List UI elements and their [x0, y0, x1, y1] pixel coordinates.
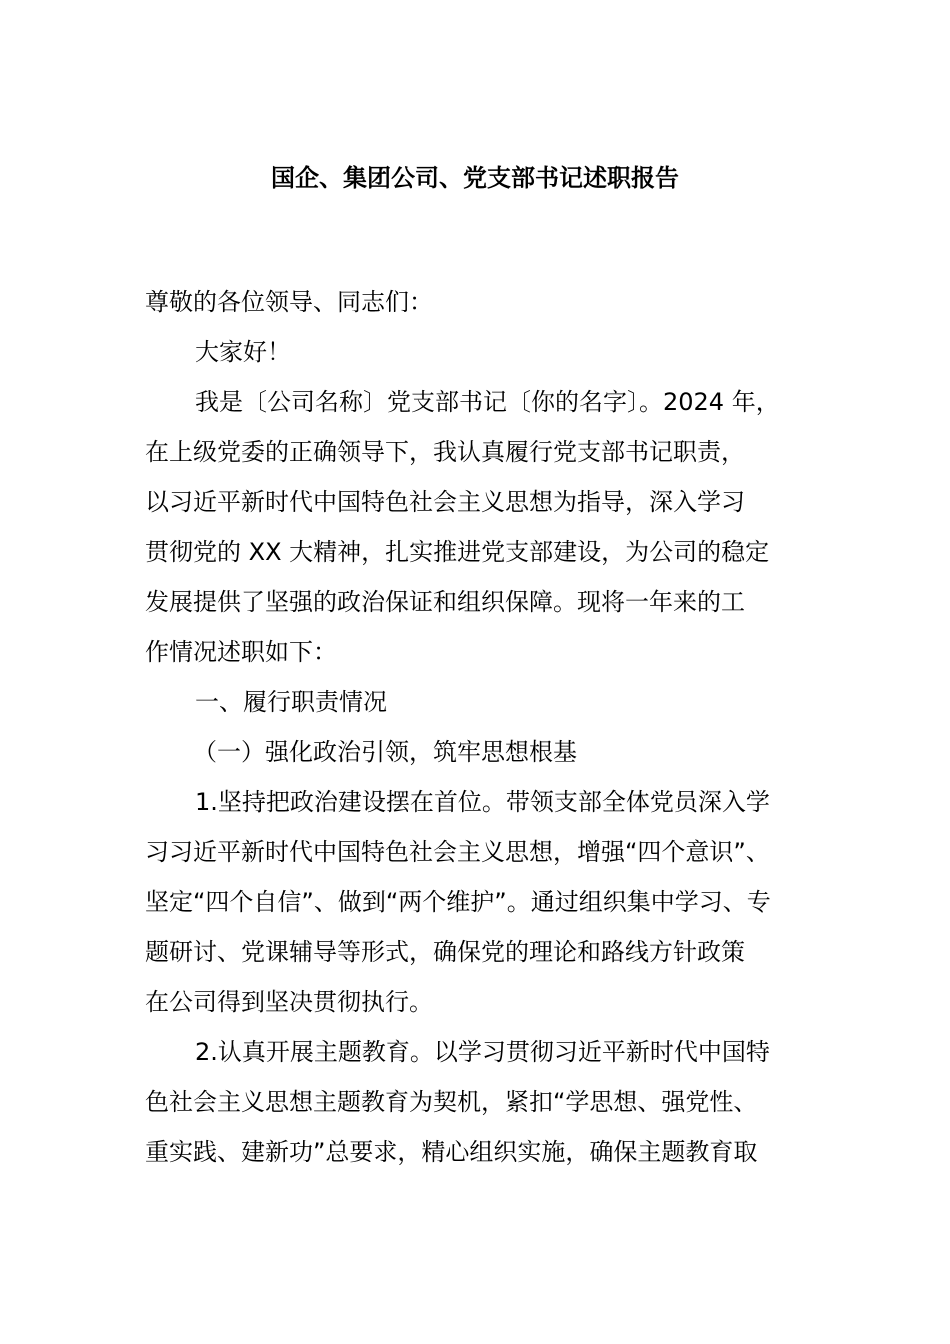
paragraph-line: 大家好！	[195, 338, 291, 366]
section-heading: 一、履行职责情况	[195, 688, 387, 716]
paragraph-line: 发展提供了坚强的政治保证和组织保障。现将一年来的工	[145, 588, 745, 616]
paragraph-line: 作情况述职如下：	[145, 638, 337, 666]
paragraph-line: 在上级党委的正确领导下，我认真履行党支部书记职责，	[145, 438, 745, 466]
paragraph-line: 重实践、建新功”总要求，精心组织实施，确保主题教育取	[145, 1138, 758, 1166]
paragraph-line: 坚定“四个自信”、做到“两个维护”。通过组织集中学习、专	[145, 888, 771, 916]
paragraph-line: 2.认真开展主题教育。以学习贯彻习近平新时代中国特	[195, 1038, 770, 1066]
paragraph-line: 在公司得到坚决贯彻执行。	[145, 988, 433, 1016]
paragraph-line: 1.坚持把政治建设摆在首位。带领支部全体党员深入学	[195, 788, 770, 816]
paragraph-line: 贯彻党的 XX 大精神，扎实推进党支部建设，为公司的稳定	[145, 538, 770, 566]
paragraph-line: 我是〔公司名称〕党支部书记〔你的名字〕。2024 年，	[195, 388, 780, 416]
paragraph-line: 色社会主义思想主题教育为契机，紧扣“学思想、强党性、	[145, 1088, 758, 1116]
paragraph-line: 尊敬的各位领导、同志们：	[145, 288, 433, 316]
paragraph-line: 题研讨、党课辅导等形式，确保党的理论和路线方针政策	[145, 938, 745, 966]
paragraph-line: 习习近平新时代中国特色社会主义思想，增强“四个意识”、	[145, 838, 770, 866]
paragraph-line: 以习近平新时代中国特色社会主义思想为指导，深入学习	[145, 488, 745, 516]
document-title: 国企、集团公司、党支部书记述职报告	[271, 164, 679, 192]
subsection-heading: （一）强化政治引领，筑牢思想根基	[193, 738, 577, 766]
document-body	[145, 277, 835, 1177]
